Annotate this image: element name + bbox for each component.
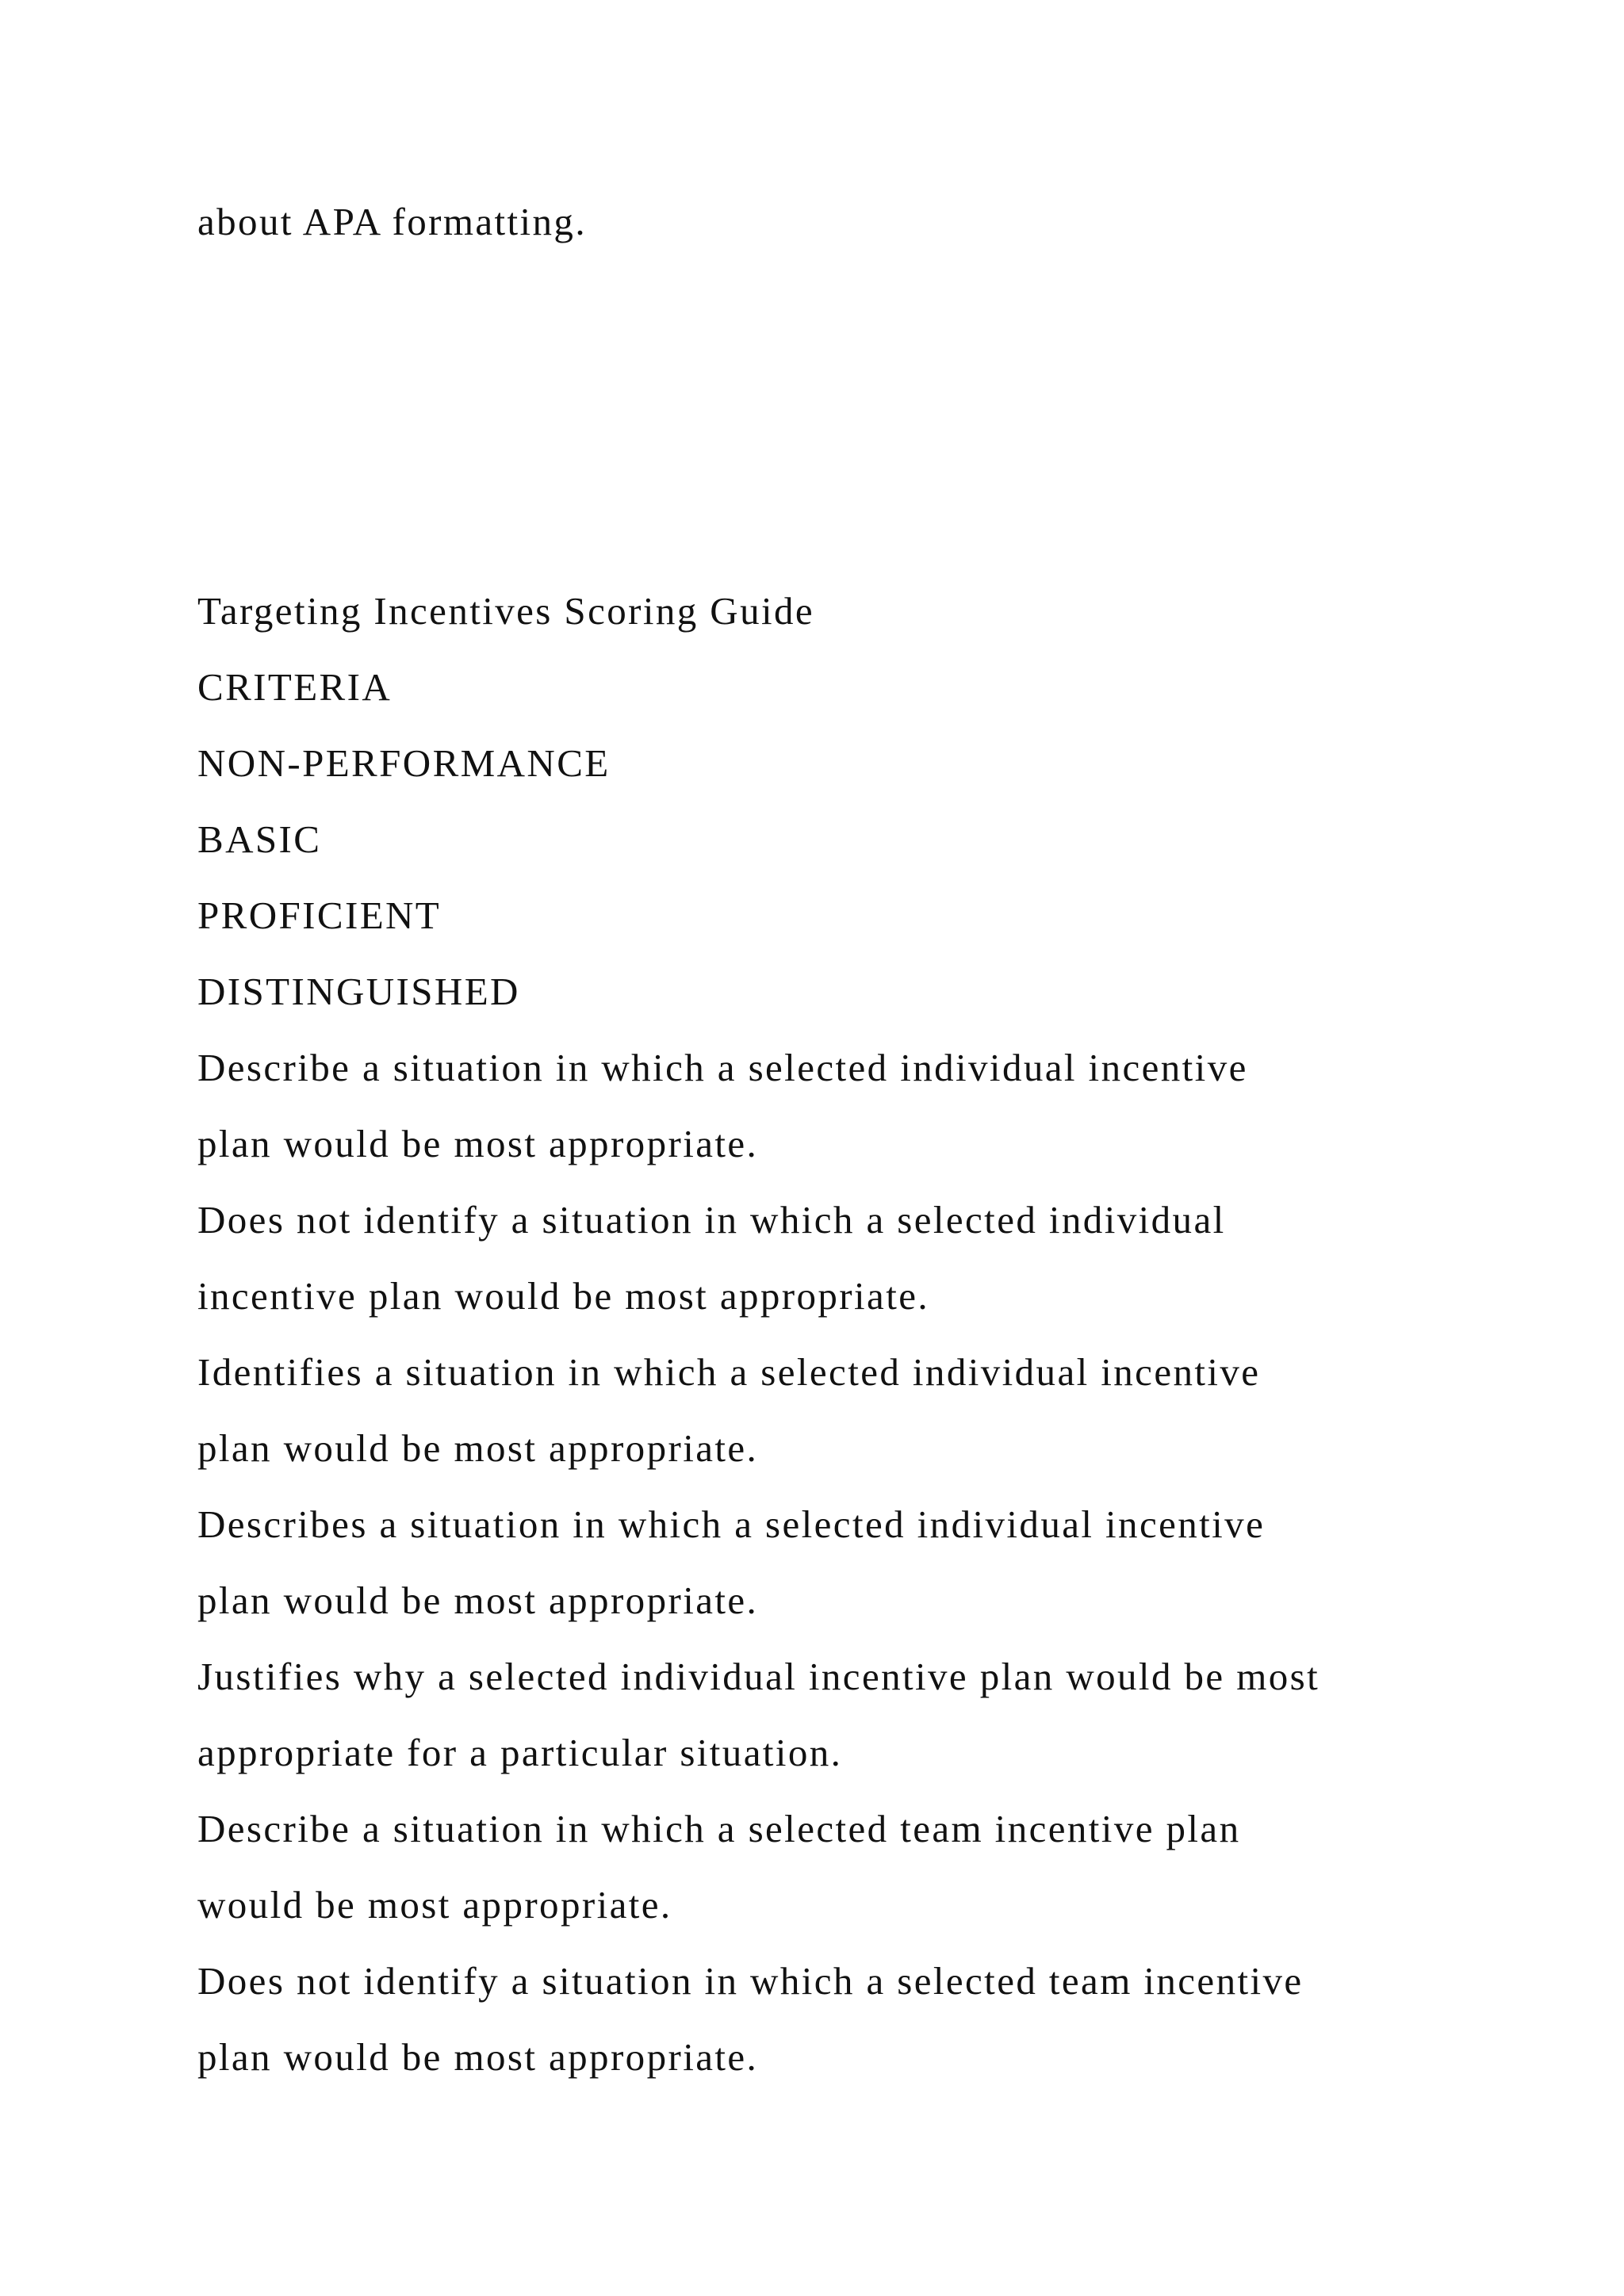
header-non-performance: NON-PERFORMANCE: [197, 741, 611, 785]
header-proficient: PROFICIENT: [197, 894, 442, 937]
header-distinguished: DISTINGUISHED: [197, 970, 520, 1013]
header-basic: BASIC: [197, 817, 322, 861]
non-performance-individual-line-2: incentive plan would be most appropriate.: [197, 1274, 930, 1318]
intro-block: [197, 184, 1506, 260]
basic-individual-line-2: plan would be most appropriate.: [197, 1426, 759, 1470]
non-performance-individual-line-1: Does not identify a situation in which a selected individual: [197, 1198, 1226, 1242]
non-performance-team-line-1: Does not identify a situation in which a selected team incentive: [197, 1959, 1304, 2003]
basic-individual-line-1: Identifies a situation in which a selected individual incentive: [197, 1350, 1261, 1394]
proficient-individual-line-1: Describes a situation in which a selected individual incentive: [197, 1502, 1266, 1546]
scoring-guide: [197, 573, 1506, 2095]
criterion-team-line-2: would be most appropriate.: [197, 1883, 672, 1927]
criterion-individual-line-2: plan would be most appropriate.: [197, 1122, 759, 1165]
criterion-individual-line-1: Describe a situation in which a selected individual incentive: [197, 1046, 1248, 1089]
proficient-individual-line-2: plan would be most appropriate.: [197, 1578, 759, 1622]
criterion-team-line-1: Describe a situation in which a selected team incentive plan: [197, 1807, 1241, 1850]
scoring-guide-title: Targeting Incentives Scoring Guide: [197, 589, 815, 633]
header-criteria: CRITERIA: [197, 665, 393, 709]
distinguished-individual-line-1: Justifies why a selected individual incentive plan would be most: [197, 1655, 1320, 1698]
intro-line: about APA formatting.: [197, 200, 587, 243]
distinguished-individual-line-2: appropriate for a particular situation.: [197, 1731, 843, 1774]
non-performance-team-line-2: plan would be most appropriate.: [197, 2035, 759, 2079]
